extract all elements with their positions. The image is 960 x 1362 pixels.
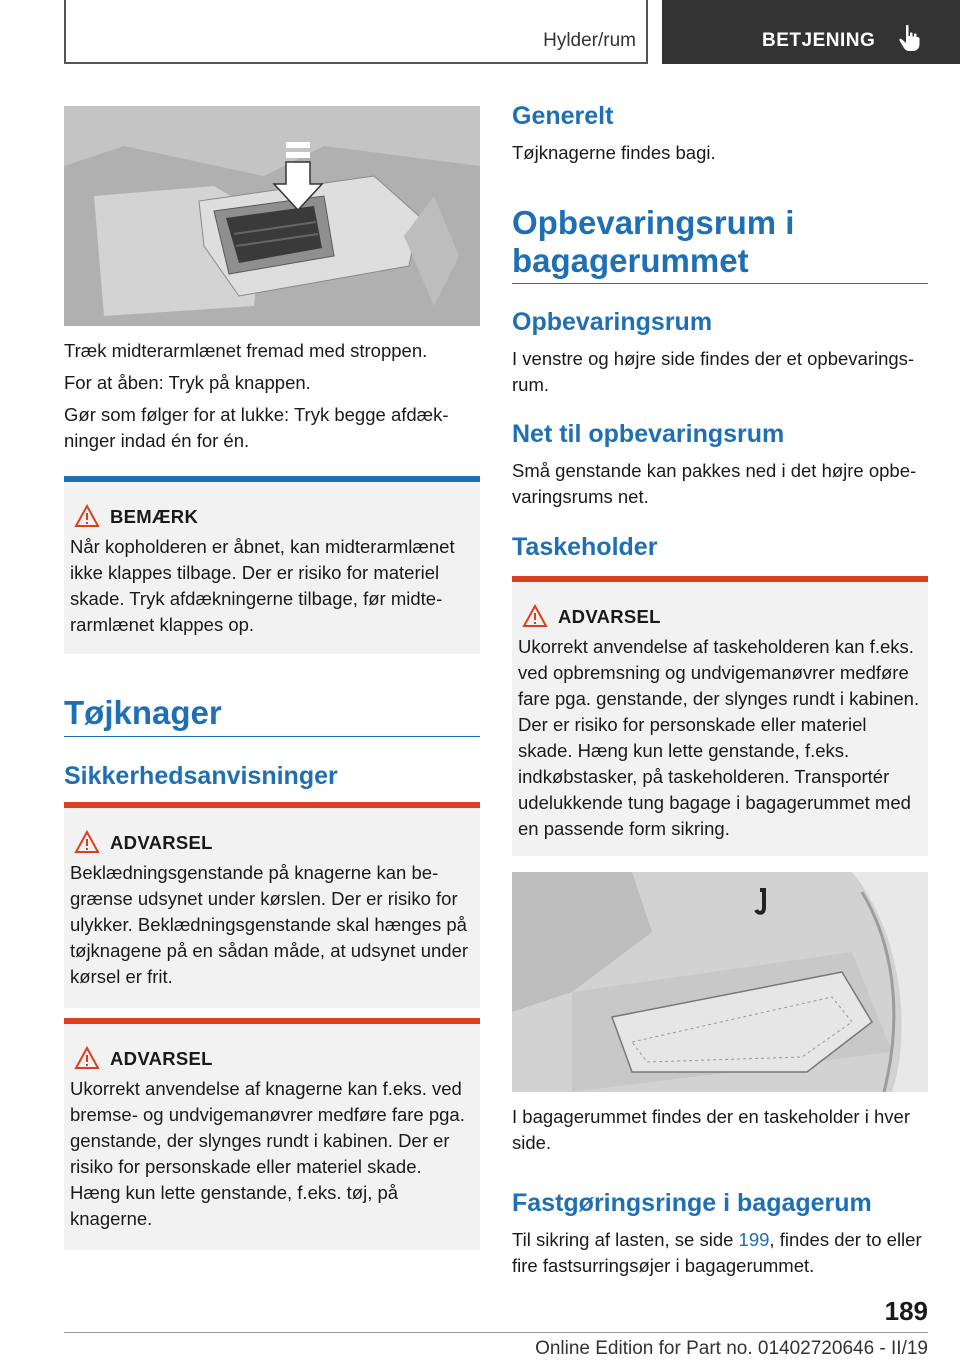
warning-box-2 xyxy=(64,1018,480,1250)
heading-storage-trunk: Opbevaringsrum i bagagerummet xyxy=(512,204,795,279)
warning-triangle-icon xyxy=(74,1046,100,1070)
warning-title-2: ADVARSEL xyxy=(110,1048,213,1069)
header-chapter-title: BETJENING xyxy=(762,30,876,51)
armrest-illustration xyxy=(64,106,480,326)
page-reference-link[interactable]: 199 xyxy=(738,1229,770,1250)
warning-box-1 xyxy=(64,802,480,1008)
paragraph-net: Små genstande kan pakkes ned i det højre opbevaringsrums net. xyxy=(512,460,917,507)
heading-rule xyxy=(64,736,480,737)
heading-net: Net til opbevaringsrum xyxy=(512,420,785,448)
trunk-net-photo xyxy=(512,872,928,1092)
paragraph-general: Tøjknagerne findes bagi. xyxy=(512,142,716,163)
notice-text: Når kopholderen er åbnet, kan midterarmlænet ikke klappes tilbage. Der er risiko for materiel skade. Tryk afdækningerne tilbage, før midterarmlænet klappes op. xyxy=(70,536,455,635)
notice-box xyxy=(64,476,480,654)
trunk-illustration xyxy=(512,872,928,1092)
warning-triangle-icon xyxy=(74,504,100,528)
header-section-title: Hylder/rum xyxy=(543,30,636,51)
armrest-cupholder-photo xyxy=(64,106,480,326)
heading-rule xyxy=(512,283,928,284)
paragraph-lashing-rings xyxy=(512,1227,928,1279)
heading-safety: Sikkerhedsanvisninger xyxy=(64,762,338,790)
rings-text-after: , findes der to eller fire fastsurringsøjer i bagagerummet. xyxy=(512,1229,922,1276)
warning-bar-2 xyxy=(64,1018,480,1024)
warning-text-3: Ukorrekt anvendelse af taskeholderen kan f.eks. ved opbremsning og undvigemanøvrer medføre fare pga. genstande, der slynges rundt i kabinen. Der er risiko for personskade eller materiel skade. Hæng kun lette genstande, f.eks. indkøbstasker, på taskeholderen. Transportér udelukkende tung bagage i bagagerummet med en passende form sikring. xyxy=(518,636,920,839)
warning-box-3 xyxy=(512,576,928,856)
hand-pointer-icon xyxy=(898,24,922,52)
rings-text-before: Til sikring af lasten, se side xyxy=(512,1229,739,1250)
paragraph-storage: I venstre og højre side findes der et opbevaringsrum. xyxy=(512,348,915,395)
paragraph-pull-armrest: Træk midterarmlænet fremad med stroppen. xyxy=(64,340,428,361)
paragraph-open: For at åben: Tryk på knappen. xyxy=(64,372,311,393)
warning-text-1: Beklædningsgenstande på knagerne kan begrænse udsynet under kørslen. Der er risiko for ulykker. Beklædningsgenstande skal hænges på tøjknagene på en sådan måde, at udsynet under kørsel er frit. xyxy=(70,862,469,987)
warning-bar-3 xyxy=(512,576,928,582)
warning-text-2: Ukorrekt anvendelse af knagerne kan f.eks. ved bremse- og undvigemanøvrer medføre fare pga. genstande, der slynges rundt i kabinen. Der er risiko for personskade eller materiel skade. Hæng kun lette genstande, f.eks. tøj, på knagerne. xyxy=(70,1078,465,1229)
header-chapter-tab xyxy=(662,0,960,64)
page-number: 189 xyxy=(884,1296,928,1326)
warning-triangle-icon xyxy=(74,830,100,854)
paragraph-bag-holder: I bagagerummet findes der en taskeholder i hver side. xyxy=(512,1106,910,1153)
notice-title: BEMÆRK xyxy=(110,506,199,527)
footer-edition: Online Edition for Part no. 01402720646 - II/19 xyxy=(535,1338,928,1359)
heading-storage: Opbevaringsrum xyxy=(512,308,713,336)
heading-general: Generelt xyxy=(512,102,614,130)
warning-title-3: ADVARSEL xyxy=(558,606,661,627)
heading-clothes-hooks: Tøjknager xyxy=(64,694,222,731)
warning-title-1: ADVARSEL xyxy=(110,832,213,853)
warning-bar-1 xyxy=(64,802,480,808)
footer-rule xyxy=(64,1332,928,1333)
paragraph-close: Gør som følger for at lukke: Tryk begge afdækninger indad én for én. xyxy=(64,404,449,451)
notice-bar xyxy=(64,476,480,482)
heading-lashing-rings: Fastgøringsringe i bagagerum xyxy=(512,1189,872,1217)
warning-triangle-icon xyxy=(522,604,548,628)
heading-bag-holder: Taskeholder xyxy=(512,533,658,561)
